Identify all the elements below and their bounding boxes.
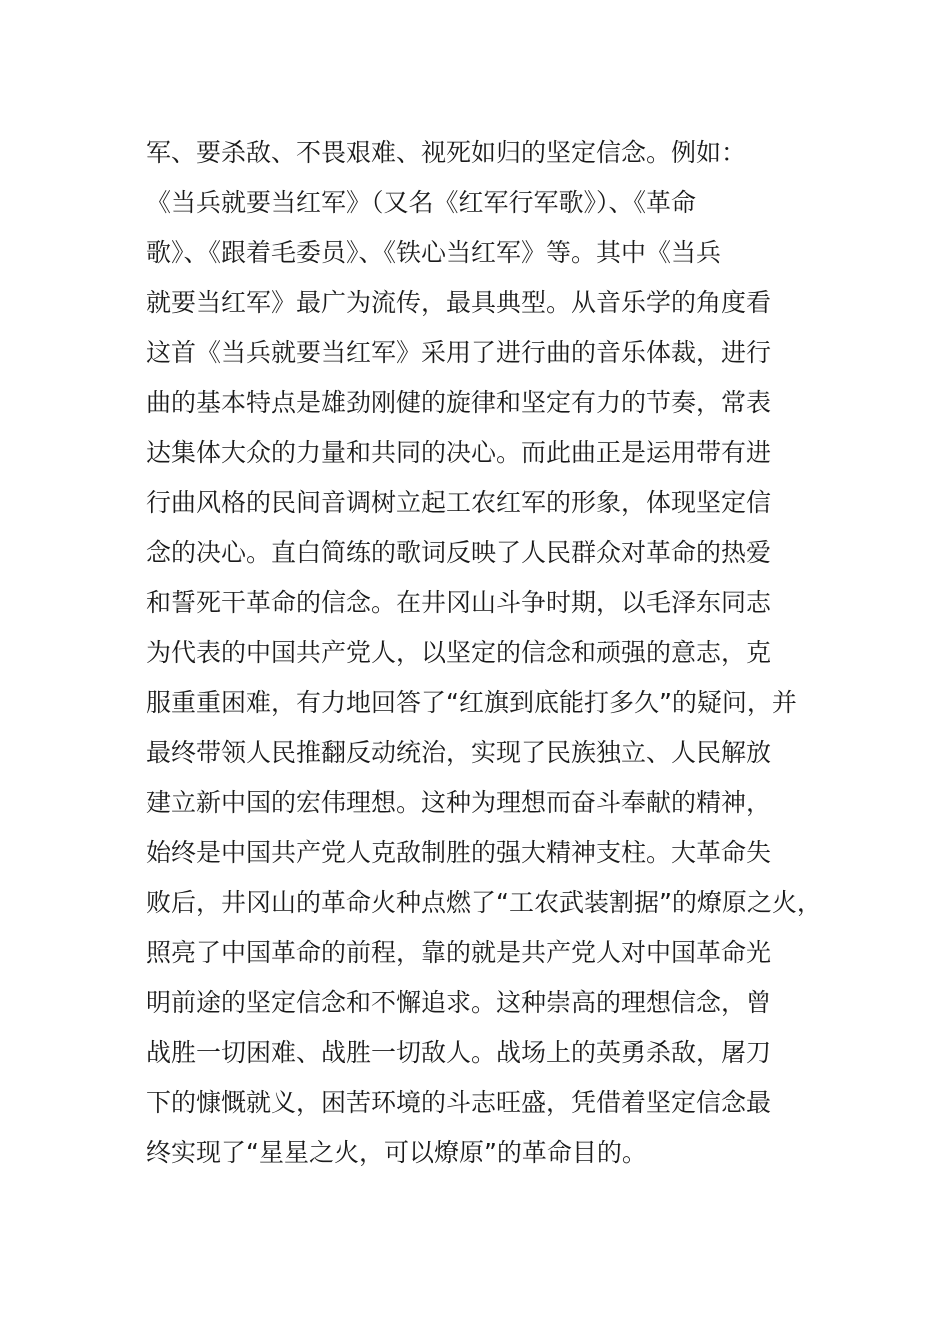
text-line: 始终是中国共产党人克敌制胜的强大精神支柱。大革命失 <box>146 838 772 867</box>
text-line: 军、要杀敌、不畏艰难、视死如归的坚定信念。例如： <box>146 138 747 167</box>
text-line: 最终带领人民推翻反动统治，实现了民族独立、人民解放 <box>146 738 772 767</box>
text-line: 和誓死干革命的信念。在井冈山斗争时期，以毛泽东同志 <box>146 588 772 617</box>
text-line: 《当兵就要当红军》（又名《红军行军歌》）、《革命 <box>146 188 697 217</box>
text-line: 照亮了中国革命的前程，靠的就是共产党人对中国革命光 <box>146 938 772 967</box>
text-line: 建立新中国的宏伟理想。这种为理想而奋斗奉献的精神， <box>146 788 772 817</box>
text-line: 行曲风格的民间音调树立起工农红军的形象，体现坚定信 <box>146 488 772 517</box>
text-line: 歌》、《跟着毛委员》、《铁心当红军》等。其中《当兵 <box>146 238 722 267</box>
text-line: 下的慷慨就义，困苦环境的斗志旺盛，凭借着坚定信念最 <box>146 1088 772 1117</box>
text-line: 明前途的坚定信念和不懈追求。这种崇高的理想信念，曾 <box>146 988 772 1017</box>
text-line: 为代表的中国共产党人，以坚定的信念和顽强的意志，克 <box>146 638 772 667</box>
text-line: 服重重困难，有力地回答了“红旗到底能打多久”的疑问，并 <box>146 688 797 717</box>
text-line: 达集体大众的力量和共同的决心。而此曲正是运用带有进 <box>146 438 772 467</box>
text-line: 终实现了“星星之火，可以燎原”的革命目的。 <box>146 1138 647 1167</box>
text-line: 念的决心。直白简练的歌词反映了人民群众对革命的热爱 <box>146 538 772 567</box>
body-paragraph <box>146 128 836 1178</box>
text-line: 战胜一切困难、战胜一切敌人。战场上的英勇杀敌，屠刀 <box>146 1038 772 1067</box>
text-line: 曲的基本特点是雄劲刚健的旋律和坚定有力的节奏，常表 <box>146 388 772 417</box>
text-line: 这首《当兵就要当红军》采用了进行曲的音乐体裁，进行 <box>146 338 772 367</box>
text-line: 就要当红军》最广为流传，最具典型。从音乐学的角度看 <box>146 288 772 317</box>
text-line: 败后，井冈山的革命火种点燃了“工农武装割据”的燎原之火， <box>146 888 822 917</box>
